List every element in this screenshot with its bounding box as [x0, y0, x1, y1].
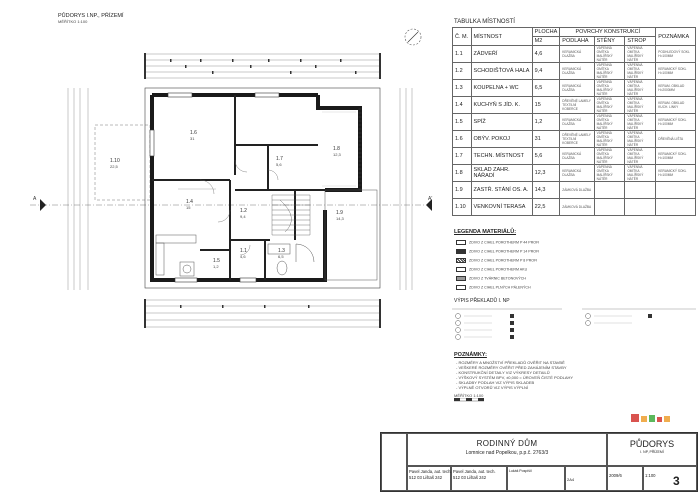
room-note: KERAMICKÝ SOKL H=100MM [656, 165, 696, 182]
room-walls: VÁPENNÁ OMÍTKA MALÍŘSKÝ NÁTĚR [594, 148, 625, 165]
room-row [453, 131, 696, 148]
north-arrow-icon [405, 29, 421, 45]
room-ceiling: VÁPENNÁ OMÍTKA MALÍŘSKÝ NÁTĚR [625, 131, 656, 148]
sheet-number: 3 [673, 474, 680, 488]
note-line: - SKLADBY PODLAH VIZ VÝPIS SKLADEB [456, 380, 535, 385]
room-floor: KERAMICKÁ DLAŽBA [560, 114, 594, 131]
room-note: DŘEVĚNÁ LIŠTA [656, 131, 696, 148]
room-row [453, 80, 696, 97]
room-walls: VÁPENNÁ OMÍTKA MALÍŘSKÝ NÁTĚR [594, 97, 625, 114]
legend-label: ZDIVO Z CIHEL POROTHERM P 44 PROFI [469, 240, 540, 245]
col-walls: STĚNY [594, 37, 625, 46]
notes-title: POZNÁMKY: [454, 352, 487, 358]
room-floor: KERAMICKÁ DLAŽBA [560, 80, 594, 97]
room-note: PODHLEDOVÝ SOKL H=100MM [656, 46, 696, 63]
room-num: 1.1 [453, 46, 472, 63]
room-row [453, 199, 696, 216]
room-table [452, 27, 696, 216]
room-area: 9,4 [532, 63, 560, 80]
sheet-subtitle: I. NP, PŘÍZEMÍ [640, 450, 664, 454]
room-label-1-2: 1.2 9,4 [240, 208, 247, 219]
date: 2009/6 [609, 473, 622, 478]
room-ceiling: VÁPENNÁ OMÍTKA MALÍŘSKÝ NÁTĚR [625, 63, 656, 80]
room-area: 22,5 [532, 199, 560, 216]
room-floor: ZÁMKOVÁ DLAŽBA [560, 182, 594, 199]
room-note: KERAM. OBKLAD H=2000MM [656, 80, 696, 97]
staircase [272, 195, 310, 235]
room-note [656, 182, 696, 199]
legend-swatch-icon [456, 249, 466, 254]
project-location: Lomnice nad Popelkou, p.p.č. 2763/3 [465, 450, 549, 456]
drawing-title: PŮDORYS I.NP., PŘÍZEMÍ [58, 13, 124, 19]
room-note: KERAMICKÝ SOKL H=100MM [656, 148, 696, 165]
col-room: MÍSTNOST [471, 28, 532, 46]
project-title: RODINNÝ DŮM [476, 439, 538, 448]
room-area: 6,5 [532, 80, 560, 97]
room-ceiling: VÁPENNÁ OMÍTKA MALÍŘSKÝ NÁTĚR [625, 80, 656, 97]
room-row [453, 114, 696, 131]
room-ceiling: VÁPENNÁ OMÍTKA MALÍŘSKÝ NÁTĚR [625, 165, 656, 182]
col-ceiling: STROP [625, 37, 656, 46]
legend-swatch-icon [456, 267, 466, 272]
right-dimensions [400, 88, 412, 290]
left-dimensions [68, 88, 88, 290]
bathroom-fixtures [268, 244, 314, 275]
room-name: SKLAD ZAHR. NÁŘADÍ [471, 165, 532, 182]
room-label-1-7: 1.7 5,6 [276, 156, 283, 167]
room-floor: ZÁMKOVÁ DLAŽBA [560, 199, 594, 216]
room-walls: VÁPENNÁ OMÍTKA MALÍŘSKÝ NÁTĚR [594, 114, 625, 131]
room-row [453, 148, 696, 165]
room-floor: KERAMICKÁ DLAŽBA [560, 63, 594, 80]
scale-bar [454, 398, 484, 402]
room-name: TECHN. MÍSTNOST [471, 148, 532, 165]
bottom-dimensions [145, 300, 380, 327]
room-label-1-4: 1.4 15 [186, 199, 193, 210]
room-floor: DŘEVĚNÉ LAMELY TEXTILNÍ KOBERCE [560, 131, 594, 148]
legend-label: ZDIVO Z CIHEL PLNÝCH PÁLENÝCH [469, 285, 531, 290]
kitchen-furniture [156, 235, 196, 276]
room-note: KERAM. OBKLAD KUCH. LINKY [656, 97, 696, 114]
format: 2A4 [567, 477, 575, 482]
logo-icon [615, 412, 691, 426]
notes-list [456, 360, 606, 390]
col-num: Č. M. [453, 28, 472, 46]
room-name: SPÍŽ [471, 114, 532, 131]
room-walls: VÁPENNÁ OMÍTKA MALÍŘSKÝ NÁTĚR [594, 165, 625, 182]
room-name: KOUPELNA + WC [471, 80, 532, 97]
author-left: Pavel Janda, aut. tech. 512 03 Lištaš 242 [409, 469, 452, 480]
col-area: PLOCHA [532, 28, 560, 37]
room-area: 5,6 [532, 148, 560, 165]
room-ceiling: VÁPENNÁ OMÍTKA MALÍŘSKÝ NÁTĚR [625, 114, 656, 131]
col-surfaces: POVRCHY KONSTRUKCÍ [560, 28, 656, 37]
scale: 1:100 [645, 473, 656, 478]
room-note: KERAMICKÝ SOKL H=100MM [656, 114, 696, 131]
room-num: 1.2 [453, 63, 472, 80]
room-row [453, 165, 696, 182]
room-label-1-1: 1.1 4,6 [240, 248, 247, 259]
room-walls: VÁPENNÁ OMÍTKA MALÍŘSKÝ NÁTĚR [594, 131, 625, 148]
room-row [453, 46, 696, 63]
room-label-1-3: 1.3 6,5 [278, 248, 285, 259]
legend-item [456, 249, 539, 255]
room-num: 1.5 [453, 114, 472, 131]
lintels-table [452, 305, 696, 345]
room-num: 1.4 [453, 97, 472, 114]
room-label-1-9: 1.9 14,3 [336, 210, 344, 221]
legend-item [456, 258, 537, 264]
col-note: POZNÁMKA [656, 28, 696, 46]
note-line: - VÝPLNĚ OTVORŮ VIZ VÝPIS VÝPLNÍ [456, 385, 529, 390]
legend-item [456, 240, 539, 246]
room-num: 1.7 [453, 148, 472, 165]
legend-title: LEGENDA MATERIÁLŮ: [454, 229, 517, 235]
room-num: 1.3 [453, 80, 472, 97]
room-label-1-6: 1.6 31 [190, 130, 197, 141]
legend-label: ZDIVO Z CIHEL POROTHERM P 8 PROFI [469, 258, 538, 263]
room-area: 1,2 [532, 114, 560, 131]
room-ceiling: VÁPENNÁ OMÍTKA MALÍŘSKÝ NÁTĚR [625, 148, 656, 165]
room-ceiling: VÁPENNÁ OMÍTKA MALÍŘSKÝ NÁTĚR [625, 46, 656, 63]
legend-swatch-icon [456, 276, 466, 281]
room-floor: KERAMICKÁ DLAŽBA [560, 165, 594, 182]
room-ceiling [625, 182, 656, 199]
room-floor: DŘEVĚNÉ LAMELY TEXTILNÍ KOBERCE [560, 97, 594, 114]
section-mark-a-prime: A' [428, 196, 433, 202]
room-name: VENKOVNÍ TERASA [471, 199, 532, 216]
room-num: 1.9 [453, 182, 472, 199]
legend-swatch-icon [456, 258, 466, 263]
bottom-dim-ticks [144, 299, 381, 328]
windows [150, 93, 279, 282]
room-name: OBÝV. POKOJ [471, 131, 532, 148]
note-line: - KONSTRUKČNÍ DETAILY VIZ VÝKRESY DETAILŮ [456, 370, 550, 375]
author-right: Pavel Janda, aut. tech. 512 03 Lištaš 242 [453, 469, 496, 480]
legend-swatch-icon [456, 240, 466, 245]
lintels-title: VÝPIS PŘEKLADŮ I. NP [454, 298, 510, 304]
room-walls [594, 199, 625, 216]
legend-label: ZDIVO Z CIHEL POROTHERM P 14 PROFI [469, 249, 540, 254]
room-note: KERAMICKÝ SOKL H=100MM [656, 63, 696, 80]
col-area-unit: M2 [532, 37, 560, 46]
room-num: 1.6 [453, 131, 472, 148]
room-num: 1.10 [453, 199, 472, 216]
room-row [453, 63, 696, 80]
sheet-title: PŮDORYS [629, 439, 675, 449]
room-walls: VÁPENNÁ OMÍTKA MALÍŘSKÝ NÁTĚR [594, 80, 625, 97]
exterior-walls [152, 95, 360, 280]
room-name: SCHODIŠŤOVÁ HALA [471, 63, 532, 80]
legend-item [456, 285, 531, 291]
client: Lukáš Pospíšil [509, 469, 532, 473]
room-row [453, 97, 696, 114]
room-row [453, 182, 696, 199]
room-area: 4,6 [532, 46, 560, 63]
section-mark-a: A [33, 196, 37, 202]
room-ceiling [625, 199, 656, 216]
top-dimensions [145, 54, 380, 78]
note-line: - VÝŠKOVÝ SYSTÉM BPV, ±0,000 = ÚROVEŇ ČISTÉ PODLAHY [456, 375, 574, 380]
room-num: 1.8 [453, 165, 472, 182]
room-area: 31 [532, 131, 560, 148]
room-table-title: TABULKA MÍSTNOSTÍ [454, 19, 515, 25]
legend-label: ZDIVO Z TVÁRNIC BETONOVÝCH [469, 276, 526, 281]
legend-label: ZDIVO Z CIHEL POROTHERM AKU [469, 267, 528, 272]
room-note [656, 199, 696, 216]
scale-bar-label: MĚŘÍTKO 1:100 [454, 393, 484, 398]
col-floor: PODLAHA [560, 37, 594, 46]
note-line: - VEŠKERÉ ROZMĚRY OVĚŘIT PŘED ZAHÁJENÍM STAVBY [456, 365, 567, 370]
room-name: ZÁDVEŘÍ [471, 46, 532, 63]
legend-item [456, 267, 527, 273]
title-block [380, 432, 698, 492]
room-walls: VÁPENNÁ OMÍTKA MALÍŘSKÝ NÁTĚR [594, 63, 625, 80]
legend-swatch-icon [456, 285, 466, 290]
room-label-1-5: 1.5 1,2 [213, 258, 220, 269]
room-floor: KERAMICKÁ DLAŽBA [560, 46, 594, 63]
room-area: 15 [532, 97, 560, 114]
legend-item [456, 276, 526, 282]
room-floor: KERAMICKÁ DLAŽBA [560, 148, 594, 165]
room-ceiling: VÁPENNÁ OMÍTKA MALÍŘSKÝ NÁTĚR [625, 97, 656, 114]
note-line: - ROZMĚRY A MNOŽSTVÍ PŘEKLADŮ OVĚŘIT NA STAVBĚ [456, 360, 565, 365]
room-name: KUCHYŇ S JÍD. K. [471, 97, 532, 114]
drawing-scale: MĚŘÍTKO 1:100 [58, 19, 88, 24]
room-label-1-10: 1.10 22,5 [110, 158, 120, 169]
room-area: 14,3 [532, 182, 560, 199]
room-walls: VÁPENNÁ OMÍTKA MALÍŘSKÝ NÁTĚR [594, 46, 625, 63]
room-walls [594, 182, 625, 199]
room-area: 12,3 [532, 165, 560, 182]
interior-walls [152, 95, 325, 280]
room-label-1-8: 1.8 12,3 [333, 146, 341, 157]
room-name: ZASTŘ. STÁNÍ OS. A. [471, 182, 532, 199]
